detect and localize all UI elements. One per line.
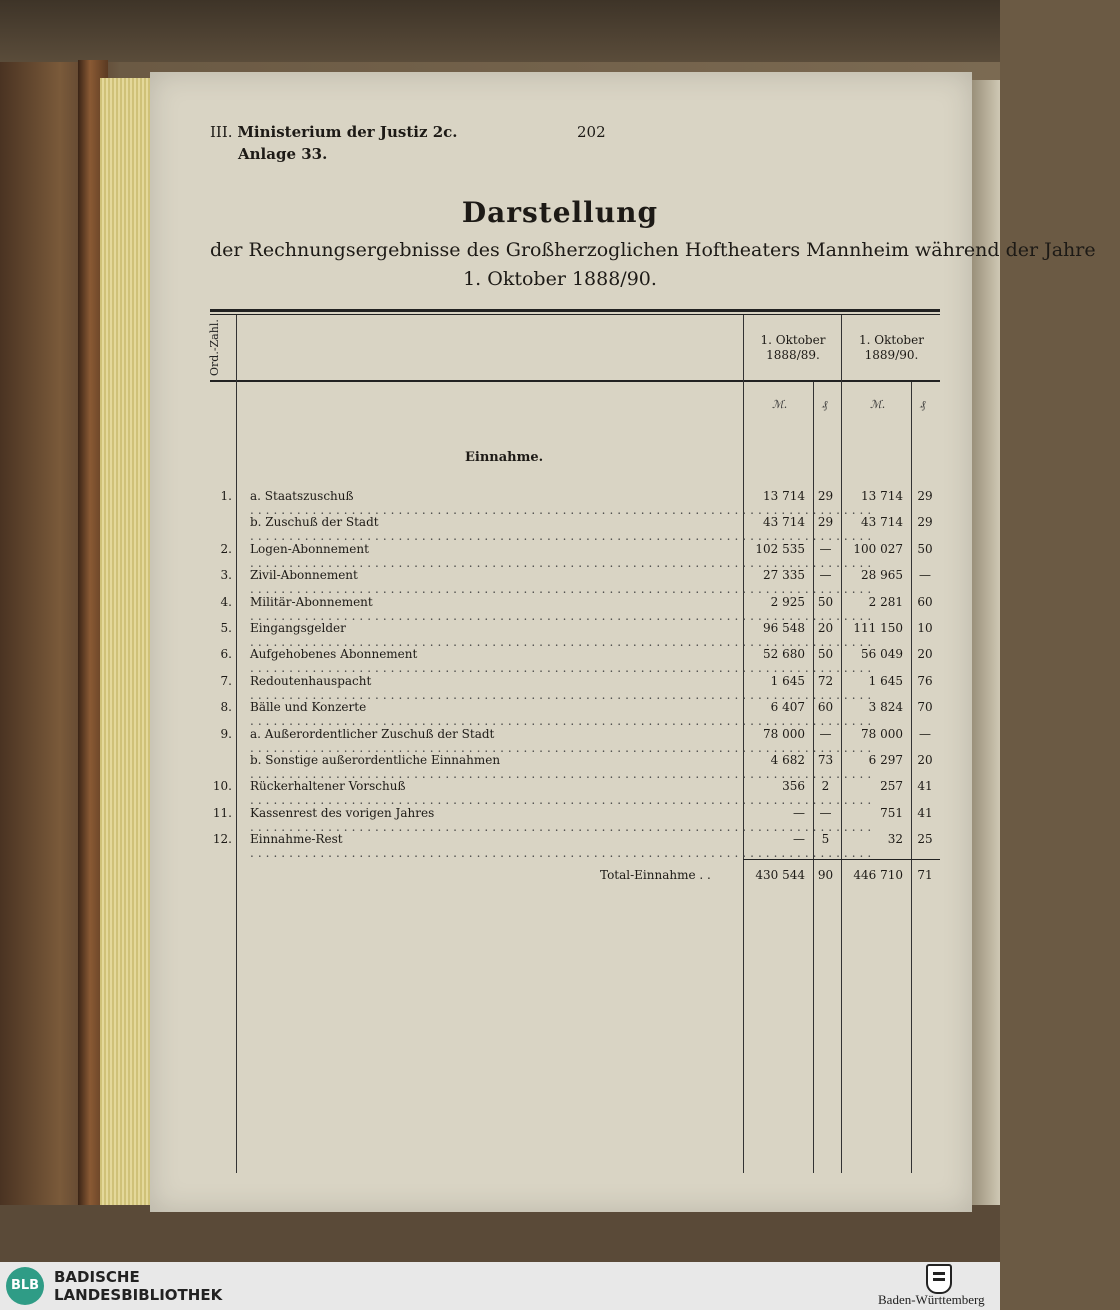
row-label-text: Eingangsgelder bbox=[250, 621, 346, 635]
table-row bbox=[200, 594, 940, 623]
value-1888-mark: — bbox=[793, 832, 805, 847]
value-1889-mark: 1 645 bbox=[868, 673, 903, 688]
value-1889-pf: — bbox=[919, 726, 931, 741]
leader-dots: ................................................................................ bbox=[250, 740, 876, 755]
row-label bbox=[250, 805, 876, 834]
value-1889-mark: 28 965 bbox=[861, 568, 903, 583]
value-1889-pf: 10 bbox=[917, 621, 933, 635]
value-1888-mark: 13 714 bbox=[763, 489, 805, 503]
value-1889-mark: 6 297 bbox=[868, 753, 903, 767]
row-number: 7. bbox=[220, 673, 232, 688]
value-1889-mark: 78 000 bbox=[861, 726, 903, 741]
value-1888-pf: — bbox=[819, 726, 832, 741]
row-label-text: Militär-Abonnement bbox=[250, 594, 373, 609]
table-row bbox=[200, 541, 940, 570]
value-1889-mark: 13 714 bbox=[861, 489, 903, 503]
leader-dots: ................................................................................ bbox=[250, 687, 876, 702]
value-1888-pf: — bbox=[819, 805, 832, 820]
value-1888-mark: 6 407 bbox=[770, 700, 805, 715]
table-row bbox=[200, 568, 940, 597]
value-1889-mark: 111 150 bbox=[853, 621, 903, 635]
row-label-text: Redoutenhauspacht bbox=[250, 673, 372, 688]
document-title: Darstellung bbox=[461, 196, 659, 229]
value-1888-pf: — bbox=[819, 541, 832, 556]
row-label bbox=[250, 832, 876, 861]
blb-logo[interactable]: BLB bbox=[6, 1267, 44, 1305]
value-1888-mark: — bbox=[793, 805, 805, 820]
total-m1: 430 544 bbox=[755, 868, 805, 882]
scan-bottom-border bbox=[0, 1205, 1000, 1262]
library-line2: LANDESBIBLIOTHEK bbox=[54, 1286, 223, 1304]
value-1888-mark: 78 000 bbox=[763, 726, 805, 741]
value-1889-pf: 41 bbox=[917, 805, 933, 820]
row-number: 12. bbox=[212, 832, 232, 847]
value-1889-pf: 76 bbox=[917, 673, 933, 688]
table-row bbox=[200, 726, 940, 755]
total-p1: 90 bbox=[817, 868, 834, 882]
row-label-text: Aufgehobenes Abonnement bbox=[250, 647, 418, 662]
value-1888-mark: 102 535 bbox=[755, 541, 805, 556]
row-label-text: Einnahme-Rest bbox=[250, 832, 343, 847]
value-1889-pf: 70 bbox=[917, 700, 933, 715]
leader-dots: ................................................................................ bbox=[250, 714, 876, 729]
value-1888-mark: 96 548 bbox=[763, 621, 805, 635]
value-1889-mark: 257 bbox=[880, 779, 903, 794]
value-1889-pf: 25 bbox=[917, 832, 933, 847]
row-number: 3. bbox=[220, 568, 232, 583]
total-m2: 446 710 bbox=[853, 868, 903, 882]
state-label: Baden-Württemberg bbox=[878, 1292, 985, 1307]
value-1888-mark: 43 714 bbox=[763, 515, 805, 530]
library-line1: BADISCHE bbox=[54, 1268, 140, 1286]
value-1888-mark: 4 682 bbox=[770, 753, 805, 767]
anlage-label: Anlage 33. bbox=[238, 145, 328, 163]
value-1888-pf: 72 bbox=[817, 673, 834, 688]
value-1889-pf: — bbox=[919, 568, 931, 583]
document-subtitle: der Rechnungsergebnisse des Großherzoglichen Hoftheaters Mannheim während der Jahre bbox=[210, 239, 1096, 261]
library-name bbox=[54, 1268, 222, 1304]
row-number: 5. bbox=[220, 621, 232, 635]
value-1888-pf: 50 bbox=[817, 647, 834, 662]
value-1888-pf: — bbox=[819, 568, 832, 583]
leader-dots: ................................................................................ bbox=[250, 555, 876, 570]
table-row bbox=[200, 673, 940, 702]
value-1889-pf: 29 bbox=[917, 489, 933, 503]
page-edges bbox=[100, 78, 150, 1206]
value-1889-pf: 20 bbox=[917, 753, 933, 767]
table-row bbox=[200, 621, 940, 649]
table-top-rule bbox=[210, 309, 940, 312]
value-1889-mark: 3 824 bbox=[868, 700, 903, 715]
scan-top-border bbox=[0, 0, 1000, 62]
document-period: 1. Oktober 1888/90. bbox=[463, 268, 657, 290]
row-label-text: Zivil-Abonnement bbox=[250, 568, 358, 583]
value-1889-mark: 2 281 bbox=[868, 594, 903, 609]
row-label-text: Rückerhaltener Vorschuß bbox=[250, 779, 406, 794]
row-number: 2. bbox=[220, 541, 232, 556]
row-label-text: a. Außerordentlicher Zuschuß der Stadt bbox=[250, 726, 495, 741]
value-1888-pf: 73 bbox=[817, 753, 834, 767]
value-1889-mark: 100 027 bbox=[853, 541, 903, 556]
unit-mark-1: ℳ. bbox=[772, 398, 788, 411]
value-1889-pf: 29 bbox=[917, 515, 933, 530]
row-number: 4. bbox=[220, 594, 232, 609]
value-1889-mark: 56 049 bbox=[861, 647, 903, 662]
value-1888-pf: 60 bbox=[817, 700, 834, 715]
row-number: 1. bbox=[220, 489, 232, 503]
leader-dots: ................................................................................ bbox=[250, 767, 876, 781]
row-number: 10. bbox=[212, 779, 232, 794]
col1-header: 1. Oktober 1888/89. bbox=[760, 333, 826, 362]
table-row bbox=[200, 753, 940, 781]
leader-dots: ................................................................................ bbox=[250, 793, 876, 808]
table-row bbox=[200, 647, 940, 676]
value-1889-mark: 32 bbox=[887, 832, 903, 847]
bw-crest-icon bbox=[926, 1264, 952, 1294]
leader-dots: ................................................................................ bbox=[250, 503, 876, 517]
table-top-rule-thin bbox=[210, 314, 940, 315]
ord-zahl-header: Ord.-Zahl. bbox=[208, 319, 221, 377]
table-row bbox=[200, 832, 940, 861]
row-number: 9. bbox=[220, 726, 232, 741]
total-p2: 71 bbox=[917, 868, 933, 882]
table-row bbox=[200, 489, 940, 517]
row-label-text: Bälle und Konzerte bbox=[250, 700, 367, 715]
value-1888-pf: 2 bbox=[821, 779, 830, 794]
value-1888-pf: 5 bbox=[821, 832, 830, 847]
unit-pf-1: ₰ bbox=[822, 398, 828, 411]
row-label-text: Kassenrest des vorigen Jahres bbox=[250, 805, 435, 820]
total-row bbox=[200, 868, 940, 888]
table-row bbox=[200, 805, 940, 834]
value-1888-mark: 356 bbox=[782, 779, 805, 794]
table-header-rule bbox=[210, 380, 940, 382]
row-label-text: b. Sonstige außerordentliche Einnahmen bbox=[250, 753, 501, 767]
value-1889-mark: 43 714 bbox=[861, 515, 903, 530]
value-1888-mark: 27 335 bbox=[763, 568, 805, 583]
section-title: Einnahme. bbox=[465, 450, 544, 465]
unit-pf-2: ₰ bbox=[920, 398, 926, 411]
leader-dots: ................................................................................ bbox=[250, 529, 876, 544]
value-1889-pf: 41 bbox=[917, 779, 933, 794]
table-row bbox=[200, 779, 940, 808]
value-1888-pf: 50 bbox=[817, 594, 834, 609]
value-1888-mark: 52 680 bbox=[763, 647, 805, 662]
header-ministry: Ministerium der Justiz 2c. bbox=[237, 123, 458, 141]
value-1888-pf: 29 bbox=[817, 489, 834, 503]
value-1888-mark: 1 645 bbox=[770, 673, 805, 688]
value-1889-pf: 20 bbox=[917, 647, 933, 662]
header-section: III. bbox=[210, 123, 233, 141]
unit-mark-2: ℳ. bbox=[870, 398, 886, 411]
leader-dots: ................................................................................ bbox=[250, 661, 876, 676]
table-row bbox=[200, 700, 940, 729]
running-header bbox=[210, 123, 458, 141]
row-number: 11. bbox=[212, 805, 232, 820]
page-number: 202 bbox=[577, 123, 606, 141]
leader-dots: ................................................................................ bbox=[250, 819, 876, 834]
value-1889-mark: 751 bbox=[880, 805, 903, 820]
leader-dots: ................................................................................ bbox=[250, 582, 876, 597]
leader-dots: ................................................................................ bbox=[250, 608, 876, 623]
row-label-text: a. Staatszuschuß bbox=[250, 489, 354, 503]
value-1889-pf: 50 bbox=[917, 541, 933, 556]
table-row bbox=[200, 515, 940, 544]
row-number: 8. bbox=[220, 700, 232, 715]
leader-dots: ................................................................................ bbox=[250, 635, 876, 649]
value-1888-mark: 2 925 bbox=[770, 594, 805, 609]
row-label-text: Logen-Abonnement bbox=[250, 541, 369, 556]
row-label-text: b. Zuschuß der Stadt bbox=[250, 515, 379, 530]
row-number: 6. bbox=[220, 647, 232, 662]
leader-dots: ................................................................................ bbox=[250, 846, 876, 861]
col2-header: 1. Oktober 1889/90. bbox=[859, 333, 924, 362]
value-1889-pf: 60 bbox=[917, 594, 933, 609]
total-label: Total-Einnahme . . bbox=[600, 868, 711, 882]
value-1888-pf: 20 bbox=[817, 621, 834, 635]
value-1888-pf: 29 bbox=[817, 515, 834, 530]
